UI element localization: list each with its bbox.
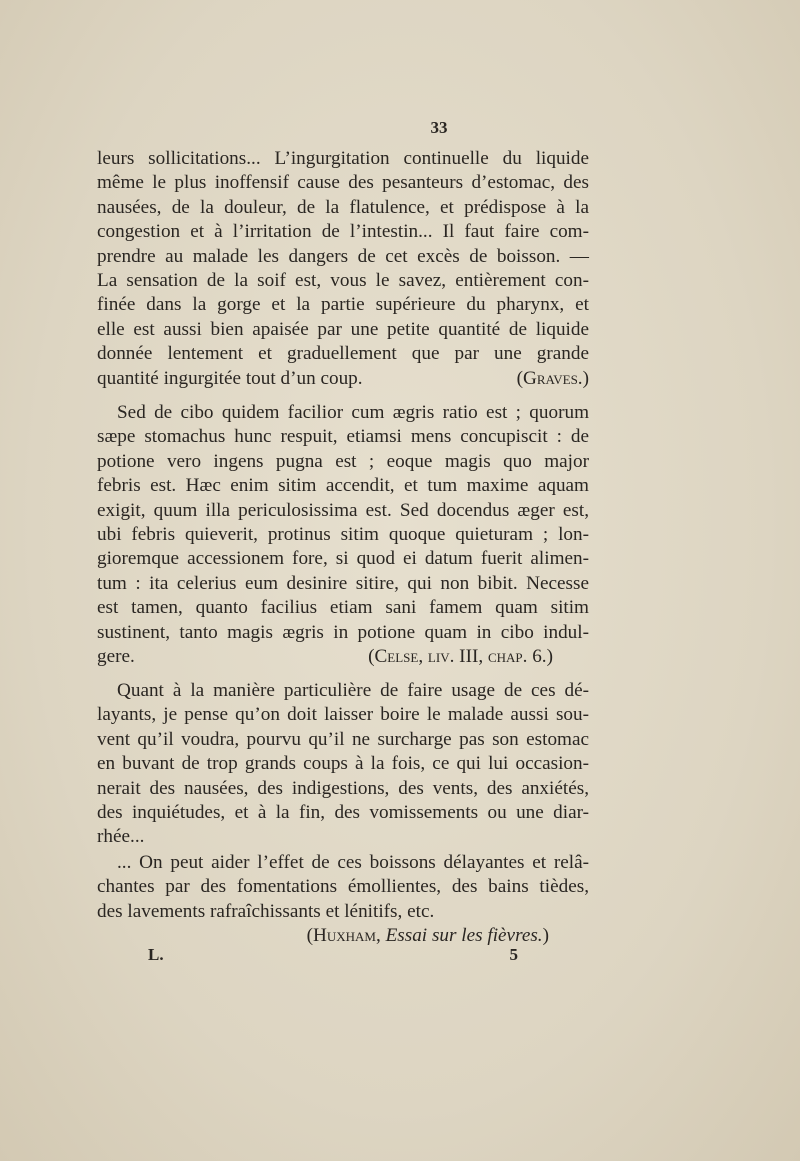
text-line: gere.: [97, 646, 135, 668]
attribution-author: Huxham: [313, 925, 376, 947]
text-line: Quant à la manière particulière de faire usage de ces dé-: [117, 680, 589, 701]
text-line: prendre au malade les dangers de cet excès de boisson. —: [97, 245, 589, 267]
text-line: chantes par des fomentations émollientes, des bains tièdes,: [97, 876, 589, 898]
attribution: (Graves.): [516, 367, 589, 389]
text-line: nausées, de la douleur, de la flatulence, et prédispose à la: [97, 196, 589, 218]
text-line: sæpe stomachus hunc respuit, etiamsi mens concupiscit : de: [97, 426, 589, 448]
text-line: exigit, quum illa periculosissima est. Sed docendus æger est,: [97, 499, 589, 521]
text-line: des lavements rafraîchissants et lénitifs, etc.: [97, 900, 435, 922]
text-line: potione vero ingens pugna est ; eoque magis quo major: [97, 450, 589, 472]
text-line: Sed de cibo quidem facilior cum ægris ratio est ; quorum: [117, 402, 589, 423]
text-line: gioremque accessionem fore, si quod ei datum fuerit alimen-: [97, 548, 589, 570]
text-line: sustinent, tanto magis ægris in potione quam in cibo indul-: [97, 621, 589, 643]
text-line: finée dans la gorge et la partie supérieure du pharynx, et: [97, 294, 589, 316]
page-number: 33: [430, 118, 448, 137]
huxham-paragraph: [97, 679, 589, 850]
text-line: est tamen, quanto facilius etiam sani famem quam sitim: [97, 597, 589, 619]
attribution: (Celse, liv. III, chap. 6.): [368, 646, 553, 668]
page-footer: [148, 945, 518, 965]
text-line: vent qu’il voudra, pourvu qu’il ne surcharge pas son estomac: [97, 728, 589, 750]
text-line: rhée...: [97, 826, 145, 848]
text-line: elle est aussi bien apaisée par une petite quantité de liquide: [97, 318, 589, 340]
text-line: en buvant de trop grands coups à la fois, ce qui lui occasion-: [97, 753, 589, 775]
graves-quotation: [97, 147, 589, 391]
text-line: nerait des nausées, des indigestions, des vents, des anxiétés,: [97, 777, 589, 799]
text-line: ... On peut aider l’effet de ces boissons délayantes et relâ-: [117, 852, 589, 873]
huxham-continuation: [97, 851, 589, 949]
attribution-work: Essai sur les fièvres.: [385, 925, 543, 947]
last-line-with-attribution: [97, 367, 589, 391]
signature-mark: L.: [148, 945, 164, 964]
text-line: layants, je pense qu’on doit laisser boire le malade aussi sou-: [97, 704, 589, 726]
text-line: tum : ita celerius eum desinire sitire, qui non bibit. Necesse: [97, 572, 589, 594]
sheet-number: 5: [509, 945, 518, 964]
text-line: congestion et à l’irritation de l’intestin... Il faut faire com-: [97, 221, 589, 243]
text-line: La sensation de la soif est, vous le savez, entièrement con-: [97, 270, 589, 292]
text-line: même le plus inoffensif cause des pesanteurs d’estomac, des: [97, 172, 589, 194]
celse-quotation: [97, 401, 589, 669]
text-line: donnée lentement et graduellement que par une grande: [97, 343, 589, 365]
text-line: leurs sollicitations... L’ingurgitation continuelle du liquide: [97, 148, 589, 169]
text-line: des inquiétudes, et à la fin, des vomissements ou une diar-: [97, 802, 589, 824]
last-line-with-attribution: [97, 645, 589, 669]
text-line: febris est. Hæc enim sitim accendit, et tum maxime aquam: [97, 475, 589, 497]
attribution: (Huxham, Essai sur les fièvres.): [306, 925, 549, 947]
text-line: ubi febris quieverit, protinus sitim quoque quieturam ; lon-: [97, 524, 589, 546]
text-line: quantité ingurgitée tout d’un coup.: [97, 367, 363, 389]
